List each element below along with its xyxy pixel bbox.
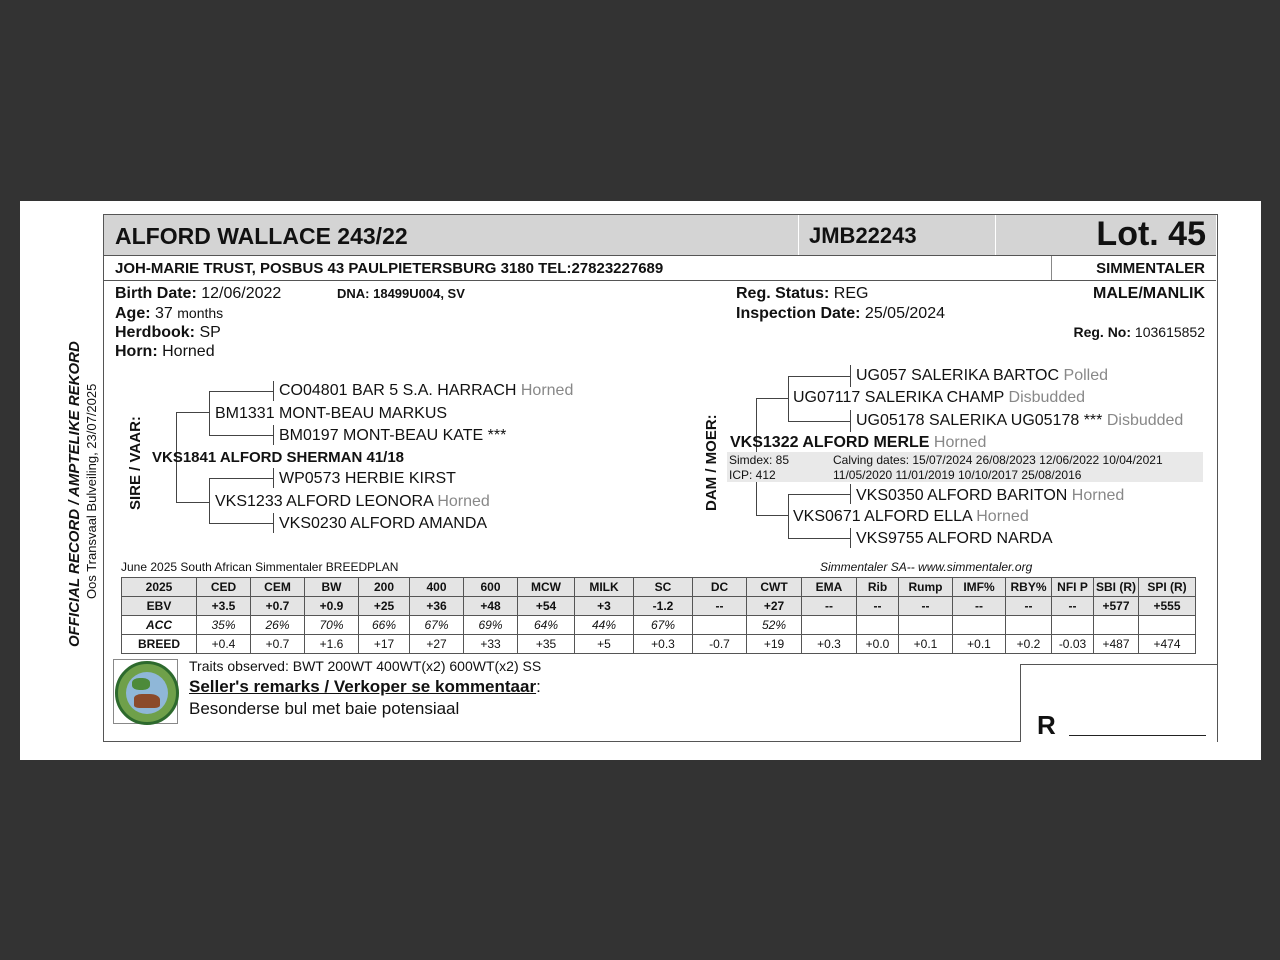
sire-bracket-top	[176, 412, 210, 413]
header-code-cell	[799, 215, 996, 255]
ebv-cell: +36	[410, 597, 464, 616]
dss-tick	[850, 365, 851, 387]
sire-dam-sire: WP0573 HERBIE KIRST	[279, 470, 456, 487]
ebv-cell: 69%	[464, 616, 518, 635]
ebv-cell: -0.7	[693, 635, 747, 654]
ebv-cell: +0.2	[1006, 635, 1052, 654]
ebv-table	[121, 577, 1196, 654]
ebv-cell: --	[899, 597, 953, 616]
age: Age: 37 months	[115, 305, 224, 322]
ebv-column-header: 600	[464, 578, 518, 597]
sd-bracket-bottom	[209, 523, 274, 524]
ebv-cell: +35	[518, 635, 575, 654]
ebv-cell: 52%	[747, 616, 802, 635]
ebv-cell: -1.2	[634, 597, 693, 616]
traits-observed: Traits observed: BWT 200WT 400WT(x2) 600WT(x2) SS	[189, 658, 542, 674]
ebv-cell: --	[953, 597, 1006, 616]
ebv-cell: 44%	[575, 616, 634, 635]
ebv-cell	[1006, 616, 1052, 635]
herdbook: Herdbook: SP	[115, 324, 221, 341]
ebv-cell: -0.03	[1052, 635, 1094, 654]
simdex: Simdex: 85	[729, 453, 790, 467]
ebv-cell: 67%	[634, 616, 693, 635]
ebv-cell: --	[1006, 597, 1052, 616]
dam-bracket-top	[756, 398, 789, 399]
price-label: R	[1037, 710, 1056, 740]
dam-dam: VKS0671 ALFORD ELLA Horned	[793, 508, 1029, 525]
ebv-cell	[693, 616, 747, 635]
sd-bracket	[209, 478, 210, 523]
ebv-cell: +54	[518, 597, 575, 616]
sd-bracket-top	[209, 478, 274, 479]
sex-label: MALE/MANLIK	[1093, 285, 1205, 302]
remarks-text: Besonderse bul met baie potensiaal	[189, 699, 460, 718]
ebv-cell: 66%	[359, 616, 410, 635]
ebv-cell: +487	[1094, 635, 1139, 654]
ebv-column-header: CWT	[747, 578, 802, 597]
ebv-cell: +0.1	[953, 635, 1006, 654]
ebv-cell: --	[693, 597, 747, 616]
ebv-cell: +0.4	[197, 635, 251, 654]
sire-bracket-bottom	[176, 502, 210, 503]
sire-dam: VKS1233 ALFORD LEONORA Horned	[215, 493, 490, 510]
ebv-cell: 26%	[251, 616, 305, 635]
sss-tick	[273, 381, 274, 401]
ebv-cell	[802, 616, 857, 635]
calving-dates-2: 11/05/2020 11/01/2019 10/10/2017 25/08/2016	[833, 468, 1082, 482]
dds-tick	[850, 484, 851, 504]
ebv-cell: 64%	[518, 616, 575, 635]
ddd-tick	[850, 528, 851, 548]
ebv-cell	[1139, 616, 1196, 635]
header-name-cell	[104, 215, 799, 255]
sire-dam-dam: VKS0230 ALFORD AMANDA	[279, 515, 488, 532]
breedplan-title: June 2025 South African Simmentaler BREEDPLAN	[121, 560, 399, 574]
ebv-cell: 67%	[410, 616, 464, 635]
ebv-cell: EBV	[122, 597, 197, 616]
bottom-rule	[103, 741, 1020, 742]
header-lot-cell	[996, 215, 1216, 255]
ebv-column-header: EMA	[802, 578, 857, 597]
ebv-cell: +0.1	[899, 635, 953, 654]
ds-bracket	[788, 376, 789, 421]
ebv-header-row	[122, 578, 1196, 597]
ebv-column-header: CED	[197, 578, 251, 597]
land-shape	[132, 678, 150, 690]
ss-bracket-bottom	[209, 435, 274, 436]
ebv-cell: +0.0	[857, 635, 899, 654]
price-box	[1020, 664, 1217, 742]
icp: ICP: 412	[729, 468, 776, 482]
calving-dates-1: Calving dates: 15/07/2024 26/08/2023 12/06/2022 10/04/2021	[833, 453, 1163, 467]
sire-name: VKS1841 ALFORD SHERMAN 41/18	[152, 449, 405, 466]
lot-card	[20, 201, 1261, 760]
ebv-column-header: IMF%	[953, 578, 1006, 597]
ebv-column-header: 2025	[122, 578, 197, 597]
dam-sire-dam: UG05178 SALERIKA UG05178 *** Disbudded	[856, 412, 1184, 429]
ebv-cell: BREED	[122, 635, 197, 654]
remarks-heading: Seller's remarks / Verkoper se kommentaar:	[189, 677, 541, 696]
ebv-row-ebv	[122, 597, 1196, 616]
animal-code: JMB22243	[809, 223, 917, 248]
ebv-cell: +1.6	[305, 635, 359, 654]
ds-bracket-top	[788, 376, 851, 377]
ebv-cell: +0.7	[251, 597, 305, 616]
owner-address: JOH-MARIE TRUST, POSBUS 43 PAULPIETERSBURG 3180 TEL:27823227689	[115, 260, 664, 277]
birth-date: Birth Date: 12/06/2022	[115, 285, 282, 302]
ebv-cell: 70%	[305, 616, 359, 635]
breed-label: SIMMENTALER	[1096, 260, 1205, 277]
ssd-tick	[273, 425, 274, 445]
ebv-cell: --	[857, 597, 899, 616]
dam-sire-sire: UG057 SALERIKA BARTOC Polled	[856, 367, 1108, 384]
ebv-column-header: Rump	[899, 578, 953, 597]
ebv-cell: +3.5	[197, 597, 251, 616]
ebv-column-header: SC	[634, 578, 693, 597]
ebv-cell: +555	[1139, 597, 1196, 616]
ebv-column-header: RBY%	[1006, 578, 1052, 597]
dam-performance-box	[727, 452, 1203, 482]
ebv-cell: +474	[1139, 635, 1196, 654]
dna-info: DNA: 18499U004, SV	[337, 286, 465, 301]
ebv-column-header: CEM	[251, 578, 305, 597]
dam-sire: UG07117 SALERIKA CHAMP Disbudded	[793, 389, 1086, 406]
ebv-column-header: SPI (R)	[1139, 578, 1196, 597]
ebv-column-header: DC	[693, 578, 747, 597]
ebv-column-header: 400	[410, 578, 464, 597]
inspection-date: Inspection Date: 25/05/2024	[736, 305, 945, 322]
dam-bracket-bottom	[756, 515, 789, 516]
ebv-column-header: MCW	[518, 578, 575, 597]
ebv-cell	[1094, 616, 1139, 635]
reg-number: Reg. No: 103615852	[1073, 324, 1205, 340]
ebv-cell: --	[1052, 597, 1094, 616]
price-line[interactable]	[1069, 735, 1206, 736]
ebv-cell: +25	[359, 597, 410, 616]
ebv-cell: +48	[464, 597, 518, 616]
ebv-cell: +27	[747, 597, 802, 616]
reg-status: Reg. Status: REG	[736, 285, 869, 302]
ebv-cell: +5	[575, 635, 634, 654]
ebv-row-acc	[122, 616, 1196, 635]
owner-row	[104, 256, 1216, 281]
ss-bracket	[209, 391, 210, 435]
cow-icon	[134, 694, 160, 708]
sdd-tick	[273, 513, 274, 533]
ds-bracket-bottom	[788, 421, 851, 422]
ebv-cell: +0.9	[305, 597, 359, 616]
ebv-column-header: 200	[359, 578, 410, 597]
sire-sire: BM1331 MONT-BEAU MARKUS	[215, 405, 448, 422]
ebv-cell: +0.3	[802, 635, 857, 654]
ebv-cell	[899, 616, 953, 635]
ebv-cell: +33	[464, 635, 518, 654]
ebv-cell: +17	[359, 635, 410, 654]
ebv-column-header: BW	[305, 578, 359, 597]
dam-name: VKS1322 ALFORD MERLE Horned	[730, 434, 987, 451]
dam-side-label: DAM / MOER:	[703, 414, 720, 511]
ebv-cell	[953, 616, 1006, 635]
ebv-column-header: NFI P	[1052, 578, 1094, 597]
ebv-cell: +3	[575, 597, 634, 616]
official-record-label: OFFICIAL RECORD / AMPTELIKE REKORD	[66, 341, 83, 647]
ebv-column-header: Rib	[857, 578, 899, 597]
ss-bracket-top	[209, 391, 274, 392]
ebv-cell: +19	[747, 635, 802, 654]
sire-side-label: SIRE / VAAR:	[127, 416, 144, 510]
dd-bracket-top	[788, 494, 851, 495]
sire-sire-sire: CO04801 BAR 5 S.A. HARRACH Horned	[279, 382, 574, 399]
ebv-cell: +0.7	[251, 635, 305, 654]
breedplan-site: Simmentaler SA-- www.simmentaler.org	[820, 560, 1033, 574]
ebv-cell: +577	[1094, 597, 1139, 616]
header-row	[104, 215, 1216, 256]
animal-name: ALFORD WALLACE 243/22	[115, 223, 408, 249]
dam-dam-sire: VKS0350 ALFORD BARITON Horned	[856, 487, 1125, 504]
ebv-cell: 35%	[197, 616, 251, 635]
sds-tick	[273, 468, 274, 488]
ebv-cell: +27	[410, 635, 464, 654]
ebv-cell	[1052, 616, 1094, 635]
dd-bracket-bottom	[788, 538, 851, 539]
ebv-cell: +0.3	[634, 635, 693, 654]
dsd-tick	[850, 410, 851, 432]
sale-label: Oos Transvaal Bulveiling, 23/07/2025	[84, 383, 99, 599]
ebv-row-breed	[122, 635, 1196, 654]
ebv-cell: --	[802, 597, 857, 616]
ebv-cell	[857, 616, 899, 635]
dd-bracket	[788, 494, 789, 538]
simmentaler-logo	[115, 661, 179, 725]
ebv-column-header: SBI (R)	[1094, 578, 1139, 597]
owner-divider	[1051, 256, 1052, 280]
ebv-column-header: MILK	[575, 578, 634, 597]
horn-status: Horn: Horned	[115, 343, 215, 360]
lot-number: Lot. 45	[1096, 215, 1206, 253]
dam-dam-dam: VKS9755 ALFORD NARDA	[856, 530, 1053, 547]
sire-sire-dam: BM0197 MONT-BEAU KATE ***	[279, 427, 507, 444]
ebv-cell: ACC	[122, 616, 197, 635]
